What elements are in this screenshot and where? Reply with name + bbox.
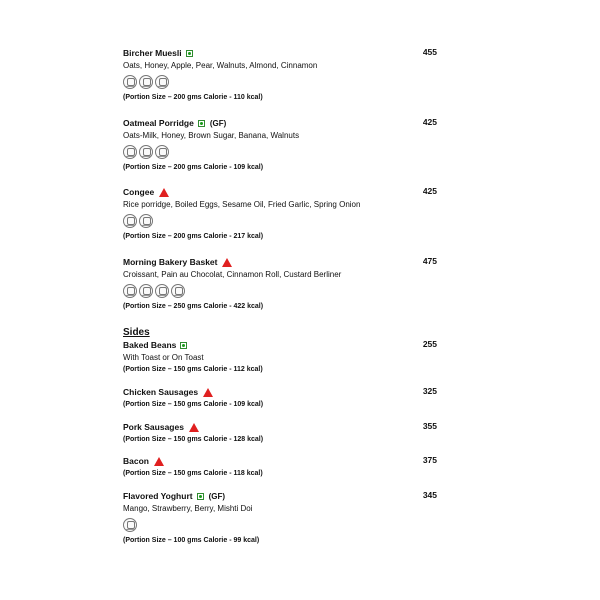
item-price: 345 [422,490,437,500]
veg-icon [180,342,187,349]
menu-item [123,490,441,544]
item-description: Oats-Milk, Honey, Brown Sugar, Banana, Walnuts [123,131,300,140]
gluten-icon [155,284,169,298]
item-portion: (Portion Size – 200 gms Calorie - 110 kcal) [123,94,263,101]
menu-item [123,47,441,101]
sesame-icon [123,214,137,228]
item-name: Flavored Yoghurt [123,491,193,501]
item-description: Croissant, Pain au Chocolat, Cinnamon Roll, Custard Berliner [123,270,342,279]
allergen-icons [123,75,441,91]
item-name: Baked Beans [123,340,177,350]
non-veg-icon [189,423,199,432]
menu-item [123,386,441,408]
menu-item [123,256,441,310]
allergen-icons [123,518,441,534]
dairy-icon [123,145,137,159]
item-portion: (Portion Size – 150 gms Calorie - 118 kcal) [123,470,263,477]
menu-item [123,455,441,477]
menu-item [123,339,441,373]
item-portion: (Portion Size – 150 gms Calorie - 112 kcal) [123,366,263,373]
dairy-icon [123,518,137,532]
item-portion: (Portion Size – 100 gms Calorie - 99 kcal) [123,537,260,544]
nuts-icon [139,284,153,298]
item-name: Bircher Muesli [123,48,182,58]
item-description: Oats, Honey, Apple, Pear, Walnuts, Almond, Cinnamon [123,61,318,70]
item-name: Morning Bakery Basket [123,257,218,267]
dairy-icon [123,284,137,298]
item-portion: (Portion Size – 200 gms Calorie - 217 kcal) [123,233,264,240]
allergen-icons [123,284,441,300]
item-price: 425 [422,186,437,196]
menu-item [123,186,441,240]
item-price: 375 [422,455,437,465]
allergen-icons [123,145,441,161]
item-description: Rice porridge, Boiled Eggs, Sesame Oil, Fried Garlic, Spring Onion [123,200,361,209]
nuts-icon [139,75,153,89]
egg-icon [171,284,185,298]
item-portion: (Portion Size – 150 gms Calorie - 109 kcal) [123,401,264,408]
nuts-icon [139,145,153,159]
menu-item [123,117,441,171]
gluten-icon [155,145,169,159]
non-veg-icon [222,258,232,267]
gluten-free-tag: (GF) [208,491,226,501]
allergen-icons [123,214,441,230]
item-price: 255 [422,339,437,349]
veg-icon [186,50,193,57]
item-name: Pork Sausages [123,422,184,432]
item-name: Chicken Sausages [123,387,199,397]
item-description: With Toast or On Toast [123,353,204,362]
item-name: Oatmeal Porridge [123,118,194,128]
item-name: Bacon [123,456,149,466]
item-price: 425 [422,117,437,127]
item-price: 455 [422,47,437,57]
dairy-icon [155,75,169,89]
item-portion: (Portion Size – 150 gms Calorie - 128 kcal) [123,436,264,443]
menu-item [123,421,441,443]
veg-icon [198,120,205,127]
veg-icon [197,493,204,500]
egg-icon [139,214,153,228]
non-veg-icon [159,188,169,197]
item-portion: (Portion Size – 250 gms Calorie - 422 kcal) [123,303,264,310]
non-veg-icon [203,388,213,397]
section-title: Sides [123,327,150,338]
item-price: 325 [422,386,437,396]
item-price: 355 [422,421,437,431]
gluten-icon [123,75,137,89]
item-price: 475 [422,256,437,266]
non-veg-icon [154,457,164,466]
item-portion: (Portion Size – 200 gms Calorie - 109 kcal) [123,164,264,171]
gluten-free-tag: (GF) [209,118,227,128]
item-name: Congee [123,187,155,197]
item-description: Mango, Strawberry, Berry, Mishti Doi [123,504,253,513]
